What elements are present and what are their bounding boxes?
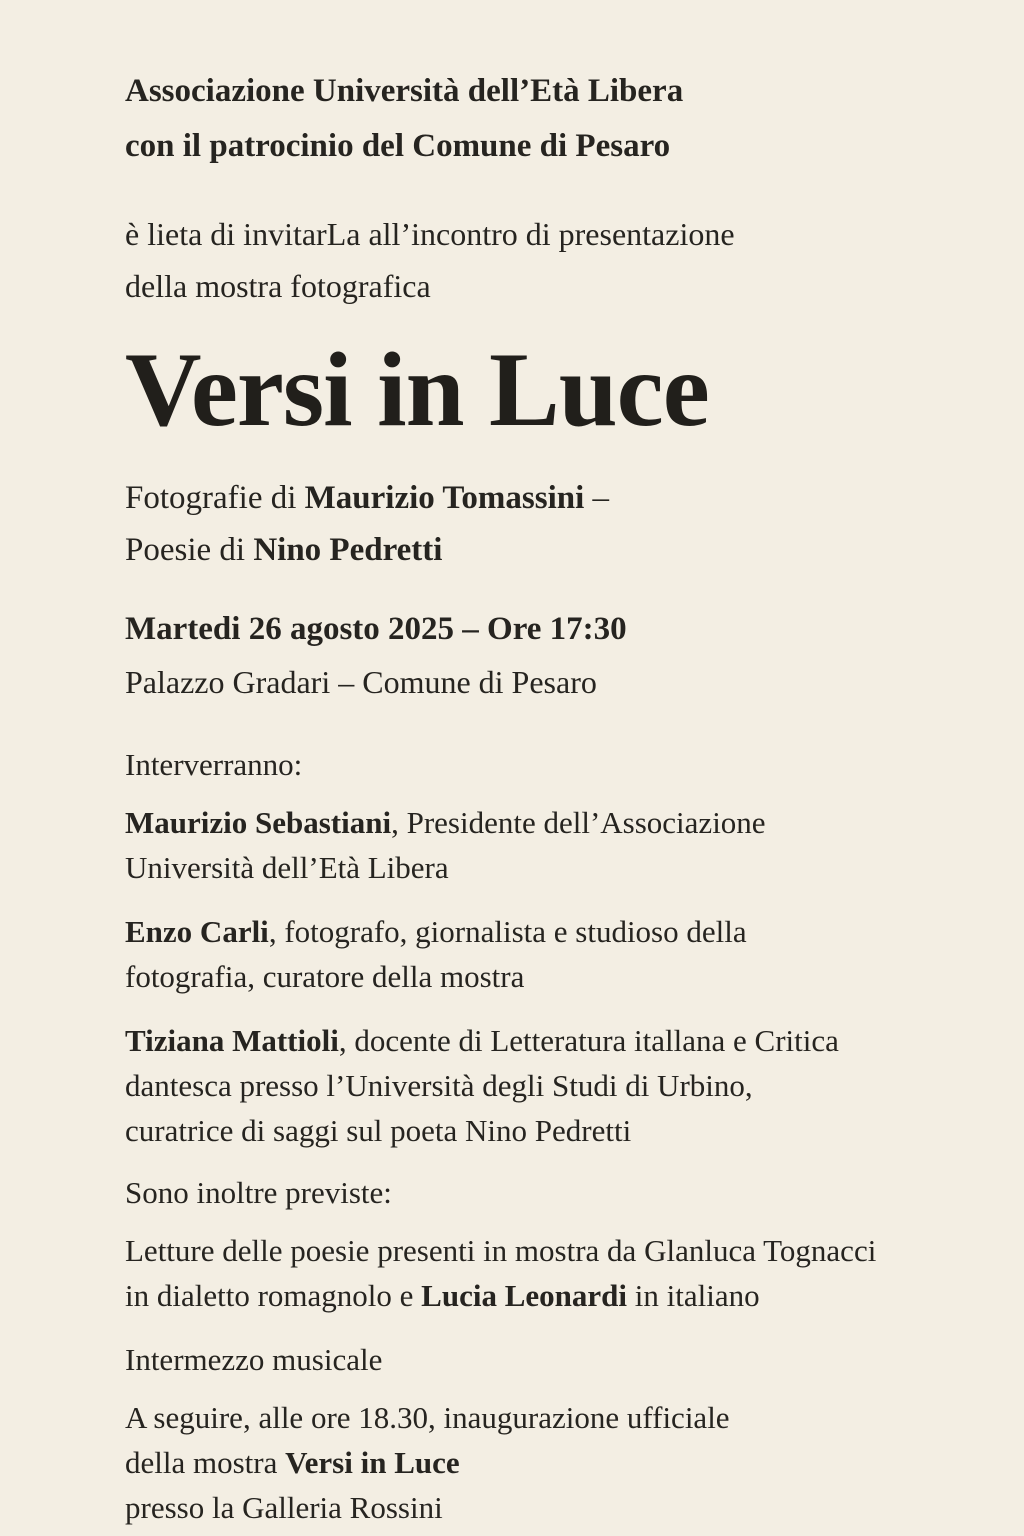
speakers-heading: Interverranno:: [125, 747, 303, 782]
speaker-1-role: , Presidente dell’Associazione: [391, 805, 766, 840]
readings-line-2: [125, 1273, 984, 1318]
event-location: Palazzo Gradari – Comune di Pesaro: [125, 664, 597, 700]
subtitle-photography-prefix: Fotografie di: [125, 480, 305, 516]
speaker-3-line-3: curatrice di saggi sul poeta Nino Pedretti: [125, 1113, 632, 1148]
speaker-3-line-1: [125, 1018, 984, 1063]
closing-line-2: [125, 1440, 984, 1485]
subtitle-block: [125, 472, 984, 576]
exhibition-title: Versi in Luce: [125, 331, 709, 448]
subtitle-line-2: [125, 524, 984, 576]
speaker-1-line-1: [125, 800, 984, 845]
organizer-line-2: con il patrocinio del Comune di Pesaro: [125, 128, 671, 164]
closing-line-3: presso la Galleria Rossini: [125, 1490, 443, 1525]
event-block: [125, 603, 984, 709]
speaker-item: [125, 909, 984, 999]
poet-name: Nino Pedretti: [253, 532, 443, 568]
closing-line-1: A seguire, alle ore 18.30, inaugurazione ufficiale: [125, 1400, 730, 1435]
event-datetime: Martedi 26 agosto 2025 – Ore 17:30: [125, 611, 627, 647]
intro-line-1: è lieta di invitarLa all’incontro di presentazione: [125, 216, 735, 252]
organizer-block: [125, 64, 984, 174]
intro-block: [125, 208, 984, 312]
speaker-item: [125, 1018, 984, 1153]
speaker-2-line-1: [125, 909, 984, 954]
speaker-2-line-2: fotografia, curatore della mostra: [125, 959, 525, 994]
subtitle-dash: –: [584, 480, 610, 516]
reader-name: Lucia Leonardi: [421, 1278, 627, 1313]
intro-line-2: della mostra fotografica: [125, 268, 431, 304]
readings-item: [125, 1228, 984, 1318]
extras-heading: Sono inoltre previste:: [125, 1175, 392, 1210]
intermezzo-item: Intermezzo musicale: [125, 1342, 383, 1377]
speaker-item: [125, 800, 984, 890]
speaker-1-line-2: Università dell’Età Libera: [125, 850, 449, 885]
subtitle-poetry-prefix: Poesie di: [125, 532, 254, 568]
readings-line-1: Letture delle poesie presenti in mostra da Glanluca Tognacci: [125, 1233, 877, 1268]
closing-exhibition-name: Versi in Luce: [285, 1445, 460, 1480]
speaker-2-name: Enzo Carli: [125, 914, 269, 949]
photographer-name: Maurizio Tomassini: [304, 480, 585, 516]
speaker-3-line-2: dantesca presso l’Università degli Studi di Urbino,: [125, 1068, 753, 1103]
speaker-3-name: Tiziana Mattioli: [125, 1023, 339, 1058]
subtitle-line-1: [125, 472, 984, 524]
speaker-1-name: Maurizio Sebastiani: [125, 805, 392, 840]
readings-line-2-prefix: in dialetto romagnolo e: [125, 1278, 422, 1313]
organizer-line-1: Associazione Università dell’Età Libera: [125, 73, 684, 109]
closing-line-2-prefix: della mostra: [125, 1445, 286, 1480]
readings-line-2-suffix: in italiano: [627, 1278, 760, 1313]
closing-block: [125, 1395, 984, 1530]
speaker-3-role: , docente di Letteratura itallana e Critica: [338, 1023, 839, 1058]
speaker-2-role: , fotografo, giornalista e studioso della: [268, 914, 747, 949]
